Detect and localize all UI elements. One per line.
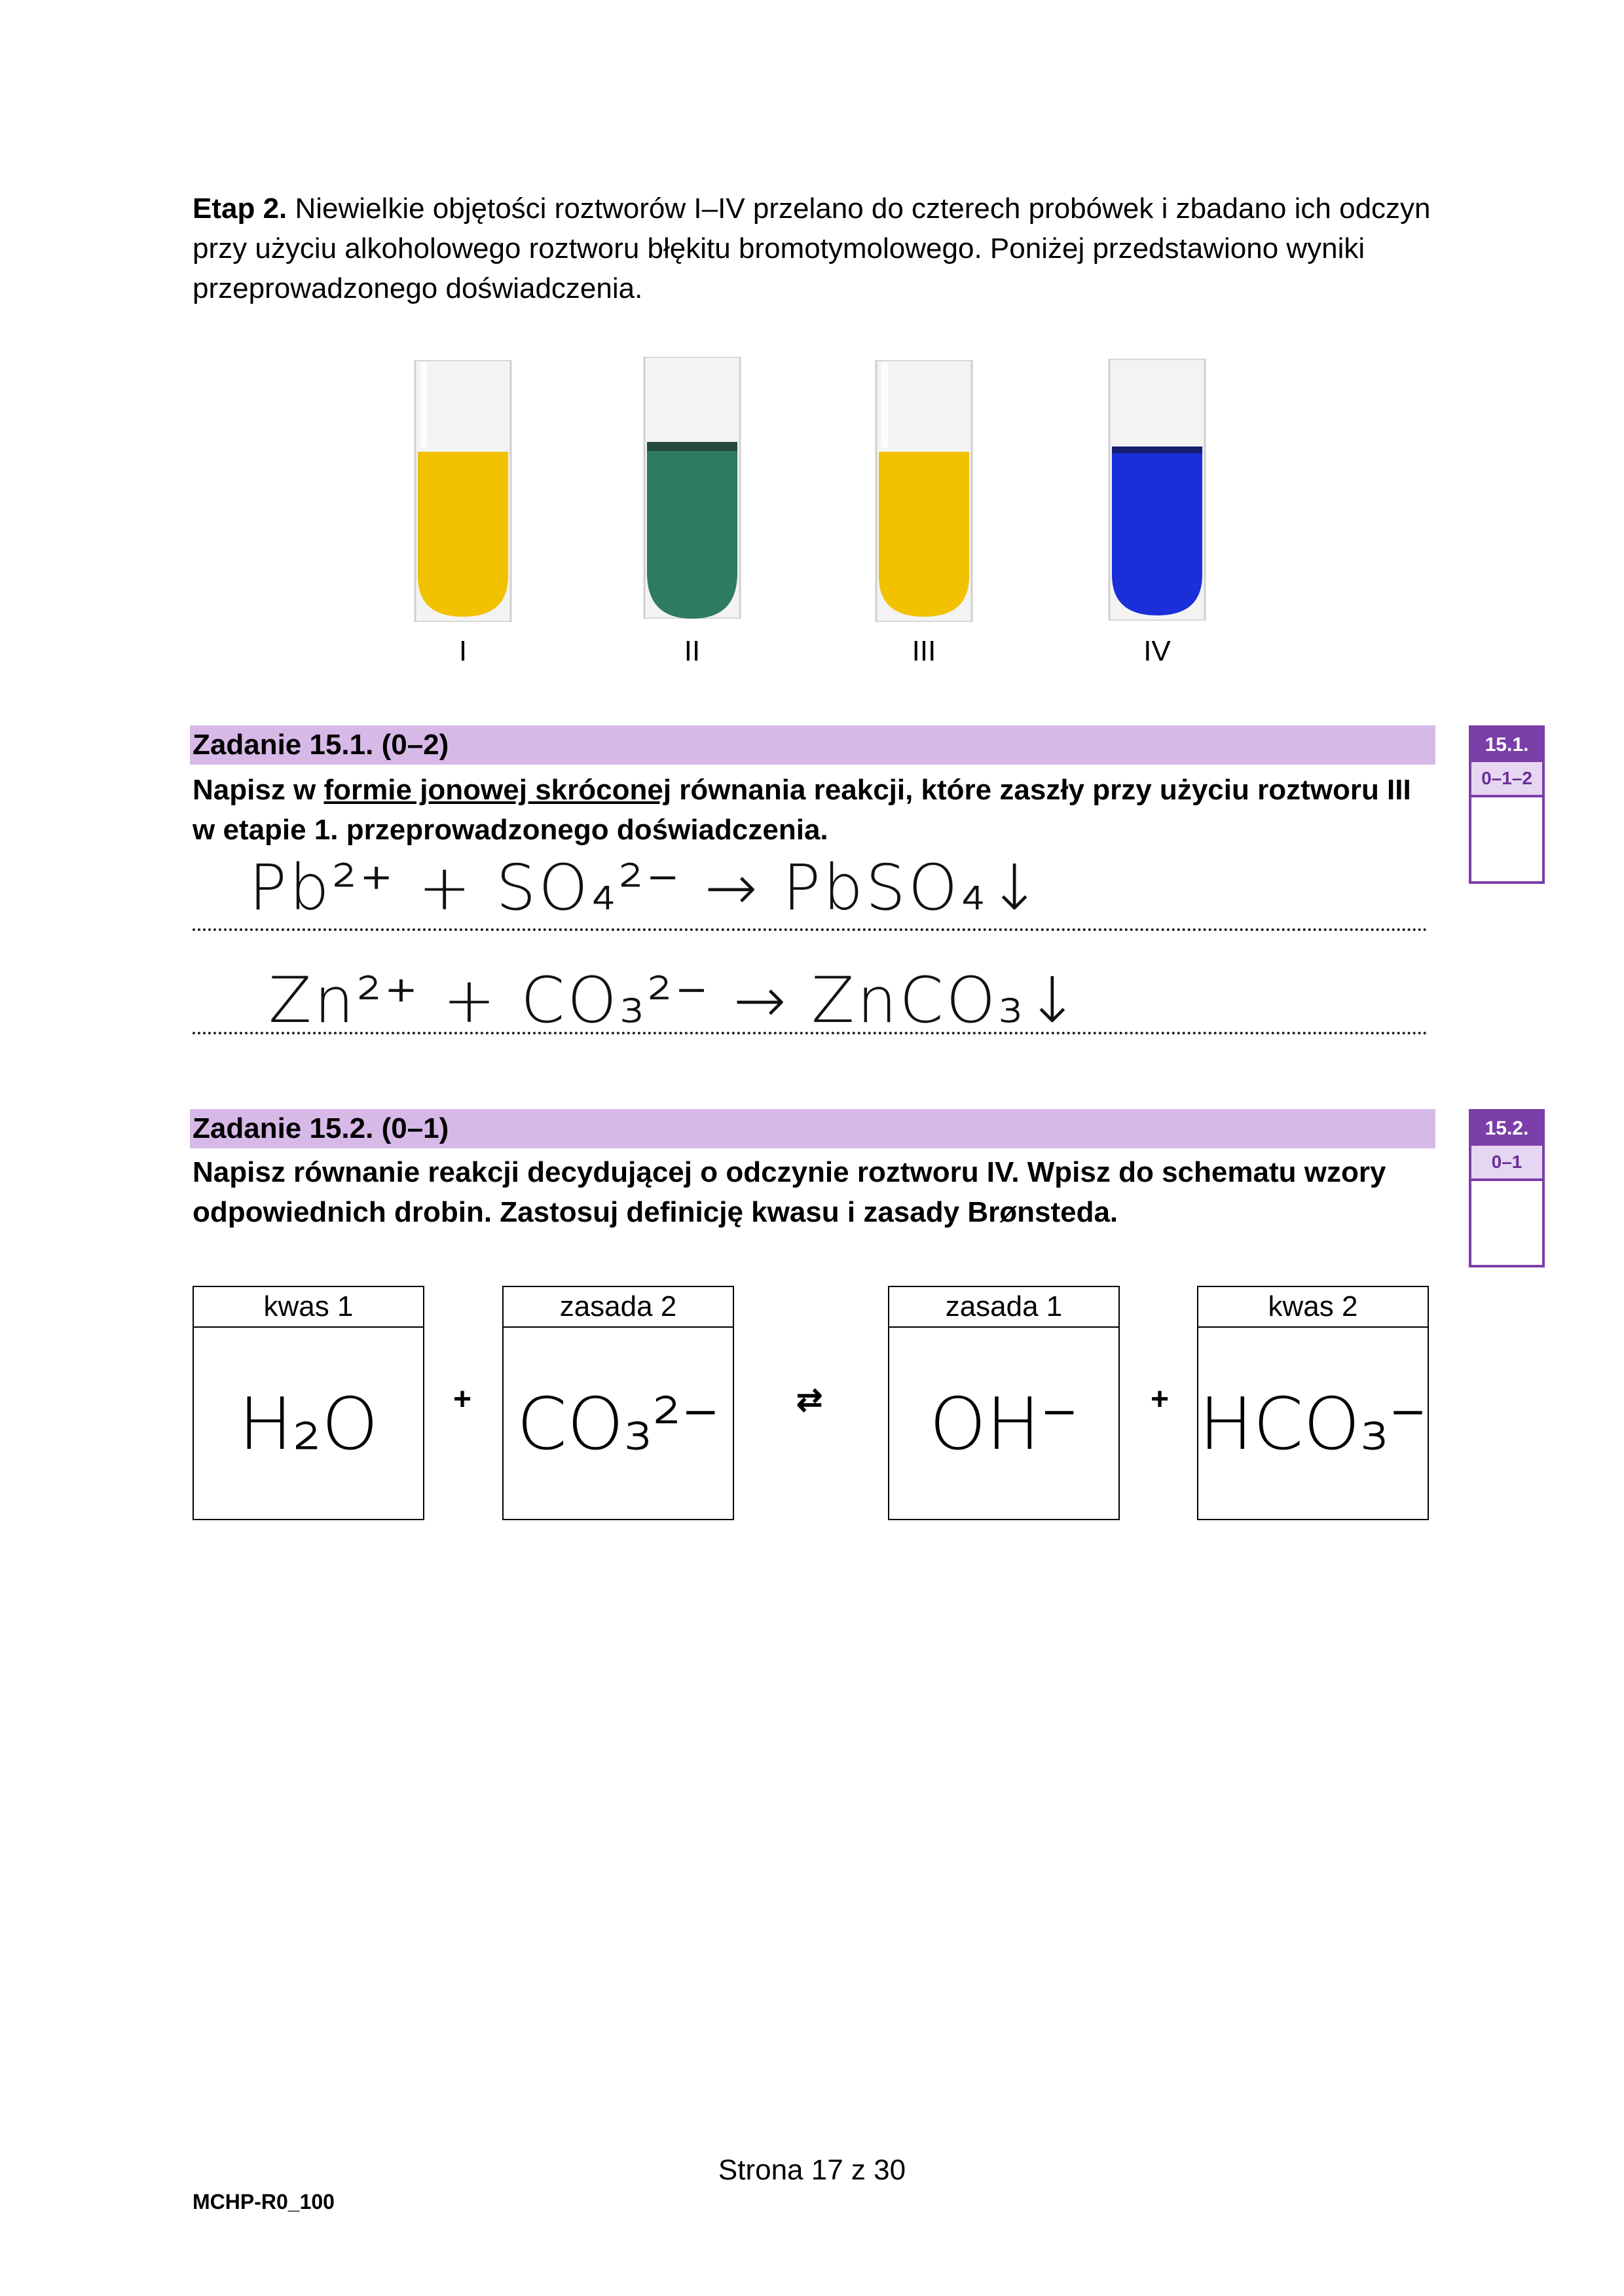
task-15-2-title: Zadanie 15.2. (0–1) xyxy=(190,1109,1435,1148)
test-tube-iv xyxy=(1108,359,1206,621)
score-box-15-2 xyxy=(1469,1109,1545,1267)
answer-line-2[interactable] xyxy=(193,1032,1428,1034)
task-15-1-text-a: Napisz w xyxy=(193,774,324,806)
handwritten-answer-2: Zn²⁺ + CO₃²⁻ → ZnCO₃↓ xyxy=(268,964,1082,1037)
cell-header: kwas 2 xyxy=(1198,1287,1428,1328)
score-box-15-1 xyxy=(1469,725,1545,884)
test-tube-iii xyxy=(875,360,973,622)
equilibrium-arrow: ⇄ xyxy=(796,1383,823,1417)
intro-paragraph xyxy=(193,189,1437,308)
task-15-1-title: Zadanie 15.1. (0–2) xyxy=(190,725,1435,765)
answer-line-1[interactable] xyxy=(193,928,1428,931)
cell-answer: H₂O xyxy=(238,1382,378,1466)
score-box-points: 0–1–2 xyxy=(1471,762,1542,797)
cell-header: zasada 1 xyxy=(889,1287,1118,1328)
cell-header: zasada 2 xyxy=(504,1287,733,1328)
score-box-blank[interactable] xyxy=(1471,1181,1542,1265)
intro-text: Niewielkie objętości roztworów I–IV przelano do czterech probówek i zbadano ich odczyn przy użyciu alkoholowego roztworu błękitu bromotymolowego. Poniżej przedstawiono wyniki przeprowadzonego doświadczenia. xyxy=(193,192,1431,304)
cell-answer: CO₃²⁻ xyxy=(517,1382,720,1466)
score-box-blank[interactable] xyxy=(1471,797,1542,881)
scheme-cell-acid-1[interactable] xyxy=(193,1286,424,1520)
handwritten-answer-1: Pb²⁺ + SO₄²⁻ → PbSO₄↓ xyxy=(249,851,1044,924)
tube-label-ii: II xyxy=(684,635,701,667)
task-15-1-text-b: równania reakcji, które zaszły przy użyciu roztworu III w etapie 1. przeprowadzonego doświadczenia. xyxy=(193,774,1411,846)
scheme-cell-acid-2[interactable] xyxy=(1197,1286,1429,1520)
intro-lead: Etap 2. xyxy=(193,192,287,225)
tube-label-iii: III xyxy=(912,635,936,667)
score-box-number: 15.1. xyxy=(1471,728,1542,762)
task-15-2-instruction: Napisz równanie reakcji decydującej o odczynie roztworu IV. Wpisz do schematu wzory odpowiednich drobin. Zastosuj definicję kwasu i zasady Brønsteda. xyxy=(193,1156,1386,1228)
task-15-1-text-underlined: formie jonowej skróconej xyxy=(323,774,672,806)
test-tube-ii xyxy=(643,357,741,619)
test-tube-i xyxy=(414,360,512,622)
score-box-number: 15.2. xyxy=(1471,1112,1542,1146)
tube-label-iv: IV xyxy=(1143,635,1171,667)
plus-sign: + xyxy=(1151,1382,1170,1417)
exam-code: MCHP-R0_100 xyxy=(193,2190,335,2214)
score-box-points: 0–1 xyxy=(1471,1146,1542,1181)
task-15-1-instruction xyxy=(193,770,1437,850)
cell-header: kwas 1 xyxy=(194,1287,423,1328)
tube-label-i: I xyxy=(458,635,468,667)
scheme-cell-base-2[interactable] xyxy=(502,1286,734,1520)
page-number: Strona 17 z 30 xyxy=(718,2154,906,2186)
cell-answer: HCO₃⁻ xyxy=(1198,1382,1428,1466)
cell-answer: OH⁻ xyxy=(929,1382,1079,1466)
scheme-cell-base-1[interactable] xyxy=(888,1286,1120,1520)
plus-sign: + xyxy=(453,1382,472,1417)
